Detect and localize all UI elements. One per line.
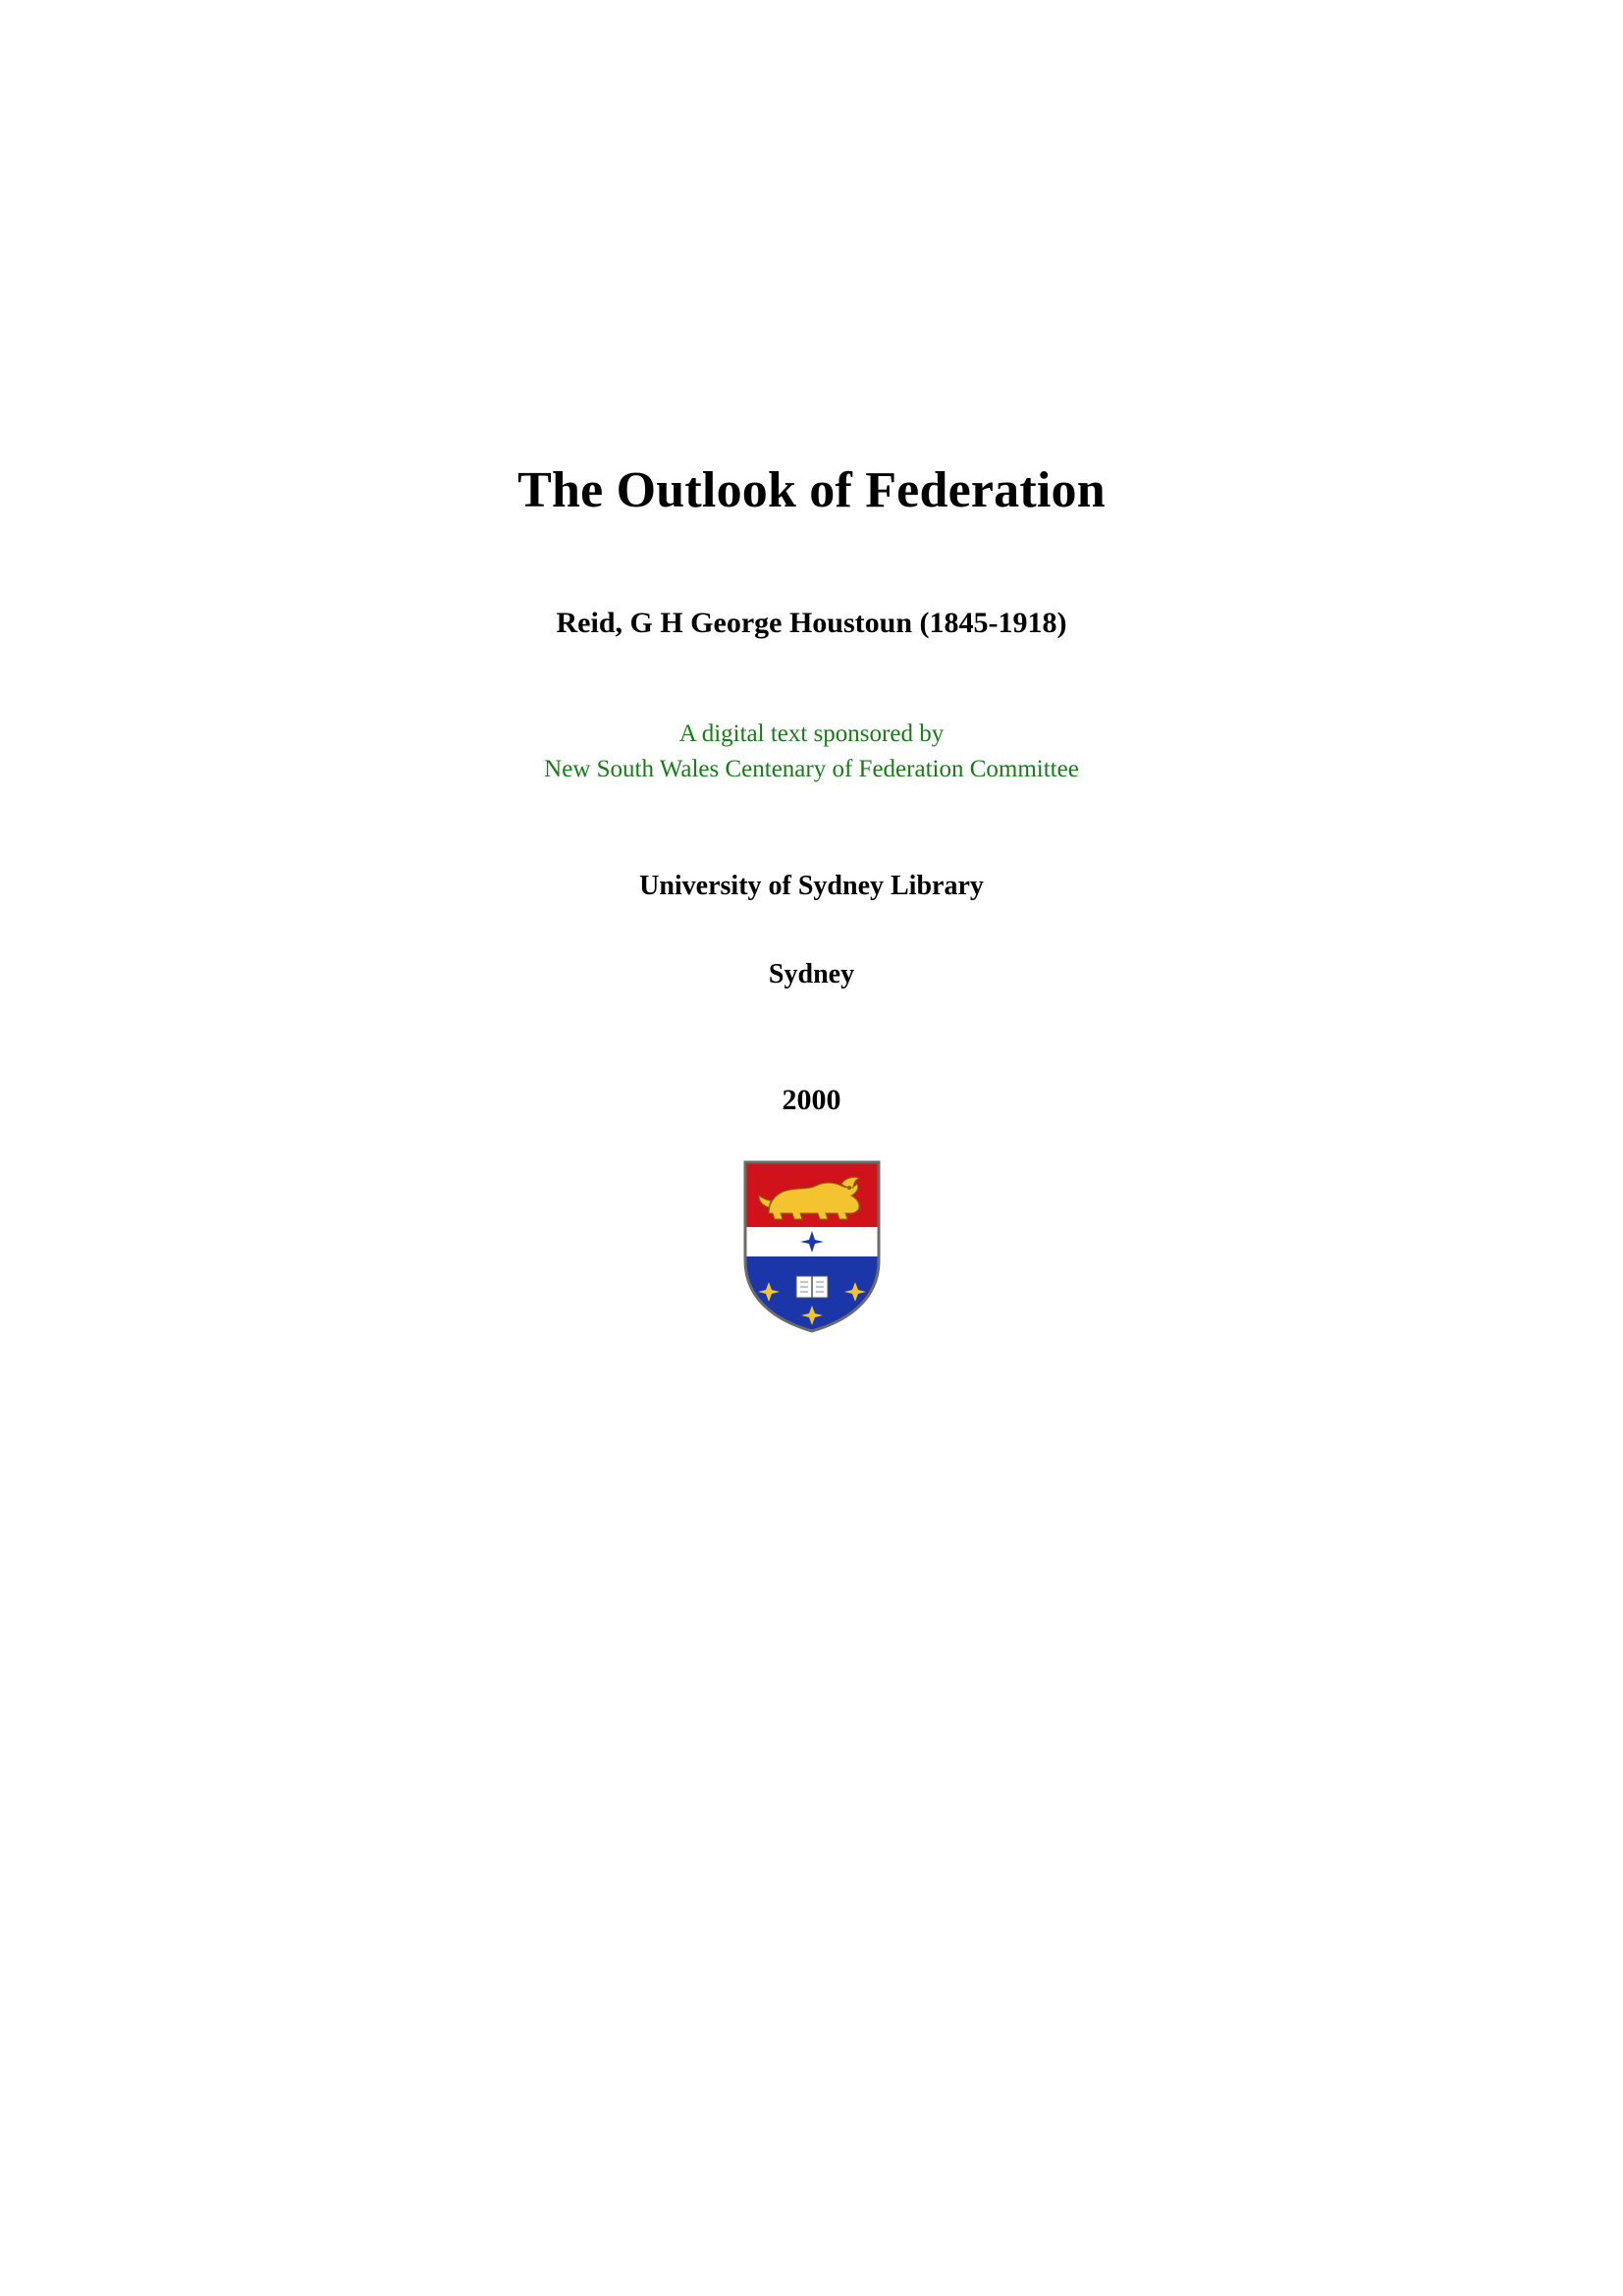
- publication-year: 2000: [782, 1084, 841, 1117]
- author-name: Reid, G H George Houstoun (1845-1918): [556, 606, 1067, 639]
- university-crest-icon: [739, 1158, 885, 1335]
- title-block: [0, 461, 1623, 1335]
- page-title: The Outlook of Federation: [517, 462, 1106, 518]
- crest-container: [0, 1158, 1623, 1335]
- sponsor-line-1: A digital text sponsored by: [678, 720, 945, 747]
- sponsor-statement: [0, 717, 1623, 788]
- sponsor-line-2: New South Wales Centenary of Federation Committee: [544, 756, 1079, 783]
- publisher-name: University of Sydney Library: [639, 871, 984, 902]
- publication-place: Sydney: [768, 959, 855, 990]
